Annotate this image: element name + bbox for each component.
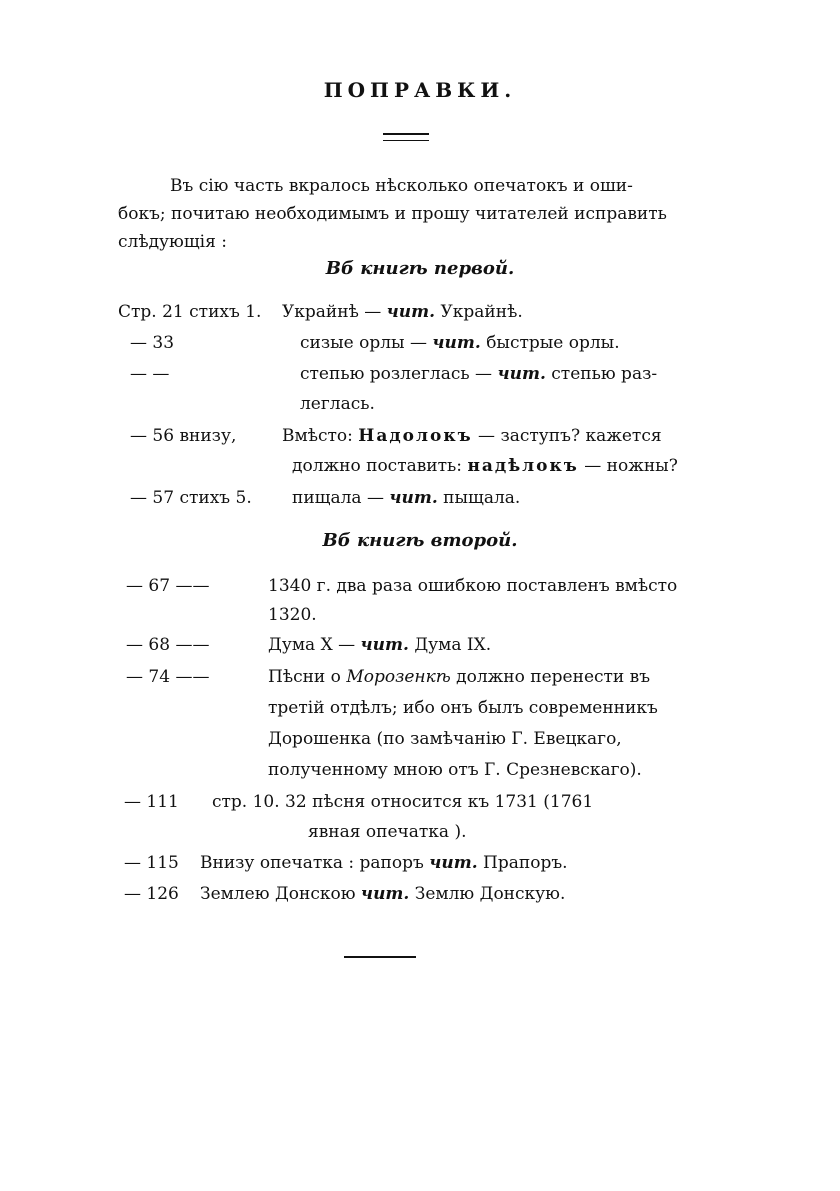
intro-line-2: бокъ; почитаю необходимымъ и прошу читателей исправить [118,204,667,224]
b1-e1-ref: Стр. 21 стихъ 1. [118,302,262,322]
b2-e6-ref: — 126 [124,884,179,904]
b2-e3-cont2: Дорошенка (по замѣчанію Г. Евецкаго, [268,729,622,749]
page-title: ПОПРАВКИ. [323,78,517,102]
b2-e4-ref: — 111 [124,792,179,812]
b2-e1-text: 1340 г. два раза ошибкою поставленъ вмѣсто [268,576,678,596]
intro-line-1: Въ сію часть вкралось нѣсколько опечатокъ и оши- [170,176,633,196]
b1-e1-text: Украйнѣ — чит. Украйнѣ. [282,302,523,322]
b2-e6-text: Землею Донскою чит. Землю Донскую. [200,884,566,904]
b2-e4-text: стр. 10. 32 пѣсня относится къ 1731 (1761 [212,792,594,812]
intro-line-3: слѣдующія : [118,232,227,252]
b2-e3-ref: — 74 —— [126,667,210,687]
b2-e3-cont1: третій отдѣлъ; ибо онъ былъ современникъ [268,698,658,718]
b2-e5-ref: — 115 [124,853,179,873]
b2-e2-text: Дума X — чит. Дума IX. [268,635,492,655]
b1-e5-text: пищала — чит. пыщала. [292,488,521,508]
title-rule [383,133,429,135]
bottom-rule [344,956,416,958]
b2-e3-cont3: полученному мною отъ Г. Срезневскаго). [268,760,642,780]
b2-e2-ref: — 68 —— [126,635,210,655]
b2-e1-cont: 1320. [268,605,317,625]
b2-e5-text: Внизу опечатка : рапоръ чит. Прапоръ. [200,853,568,873]
b2-e1-ref: — 67 —— [126,576,210,596]
b2-e3-text: Пѣсни о Морозенкѣ должно перенести въ [268,667,651,687]
book2-heading: Вб книгѣ второй. [322,530,518,551]
b1-e3-cont: леглась. [300,394,375,414]
b1-e4-text: Вмѣсто: Надолокъ — заступъ? кажется [282,426,662,446]
title-rule-thin [383,140,429,141]
b1-e2-text: сизые орлы — чит. быстрые орлы. [300,333,620,353]
book1-heading: Вб книгѣ первой. [325,258,515,279]
b1-e4-cont: должно поставить: надѣлокъ — ножны? [292,456,678,476]
b1-e3-ref: — — [130,364,170,384]
b2-e4-cont: явная опечатка ). [308,822,467,842]
b1-e3-text: степью розлеглась — чит. степью раз- [300,364,658,384]
b1-e5-ref: — 57 стихъ 5. [130,488,252,508]
b1-e4-ref: — 56 внизу, [130,426,237,446]
b1-e2-ref: — 33 [130,333,175,353]
